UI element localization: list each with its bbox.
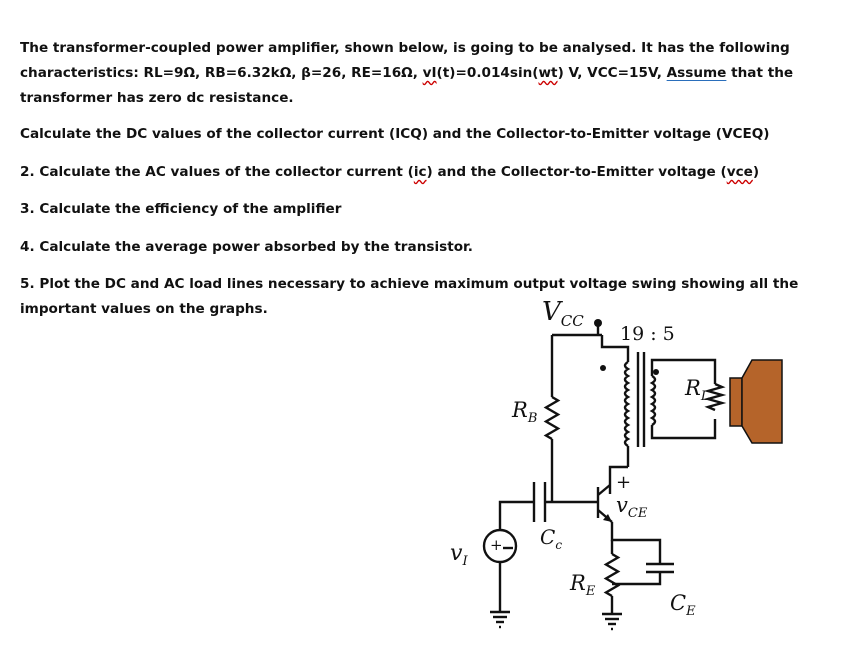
question-4: 4. Calculate the average power absorbed by the transistor.	[20, 239, 473, 255]
vi-ground-icon	[490, 612, 510, 627]
rb-label: $R_B$	[512, 398, 538, 426]
question-2	[20, 160, 810, 185]
problem-intro	[20, 36, 810, 111]
q2-text-3: )	[752, 164, 760, 180]
re-label: $R_E$	[570, 571, 596, 599]
primary-winding	[600, 362, 628, 446]
intro-wt: wt	[538, 65, 558, 81]
q2-vce: vce	[726, 164, 753, 180]
ce-bottom-wire	[632, 572, 660, 584]
intro-assume: Assume	[666, 65, 727, 81]
question-1: Calculate the DC values of the collector current (ICQ) and the Collector-to-Emitter voltage (VCEQ)	[20, 126, 770, 142]
cc-label: $C_c$	[540, 525, 563, 552]
rl-label: $R_L$	[685, 376, 710, 404]
vce-label: $v_{CE}$	[616, 493, 648, 521]
ce-top-wire	[612, 532, 660, 564]
question-5: 5. Plot the DC and AC load lines necessary to achieve maximum output voltage swing showing all the important values on the graphs.	[20, 276, 799, 317]
transistor-collector	[598, 485, 610, 495]
secondary-top-wire	[652, 360, 715, 384]
speaker-magnet-icon	[730, 378, 742, 426]
q2-text: 2. Calculate the AC values of the collector current (	[20, 164, 414, 180]
rb-resistor	[546, 397, 558, 439]
ce-label: $C_E$	[670, 591, 696, 619]
intro-text-3: ) V, VCC=15V,	[557, 65, 667, 81]
q2-text-2: ) and the Collector-to-Emitter voltage (	[426, 164, 727, 180]
secondary-bottom-wire	[652, 419, 715, 438]
secondary-winding	[652, 369, 659, 425]
amplifier-circuit-diagram	[430, 292, 790, 637]
input-wire	[500, 502, 534, 530]
re-resistor	[606, 554, 618, 596]
vce-plus-sign: +	[616, 472, 632, 493]
turns-ratio-label: 19 : 5	[620, 323, 675, 345]
q2-ic: ic	[413, 164, 427, 180]
vcc-label: $V_{CC}$	[542, 297, 584, 330]
intro-text: The transformer-coupled power amplifier, shown below, is going to be analysed. It has the following characteristics: RL=9Ω, RB=6.32kΩ, β=26, RE=16Ω,	[20, 40, 790, 81]
question-3: 3. Calculate the efficiency of the amplifier	[20, 201, 342, 217]
rl-resistor	[708, 384, 722, 410]
vi-label: $v_I$	[450, 541, 468, 569]
speaker-cone-icon	[742, 360, 782, 443]
vi-plus: +	[490, 536, 503, 554]
intro-text-2: (t)=0.014sin(	[436, 65, 539, 81]
intro-vi: vI	[422, 65, 437, 81]
intro-text-4: that the transformer has zero dc resistance.	[20, 65, 794, 106]
re-ground-icon	[602, 614, 622, 629]
